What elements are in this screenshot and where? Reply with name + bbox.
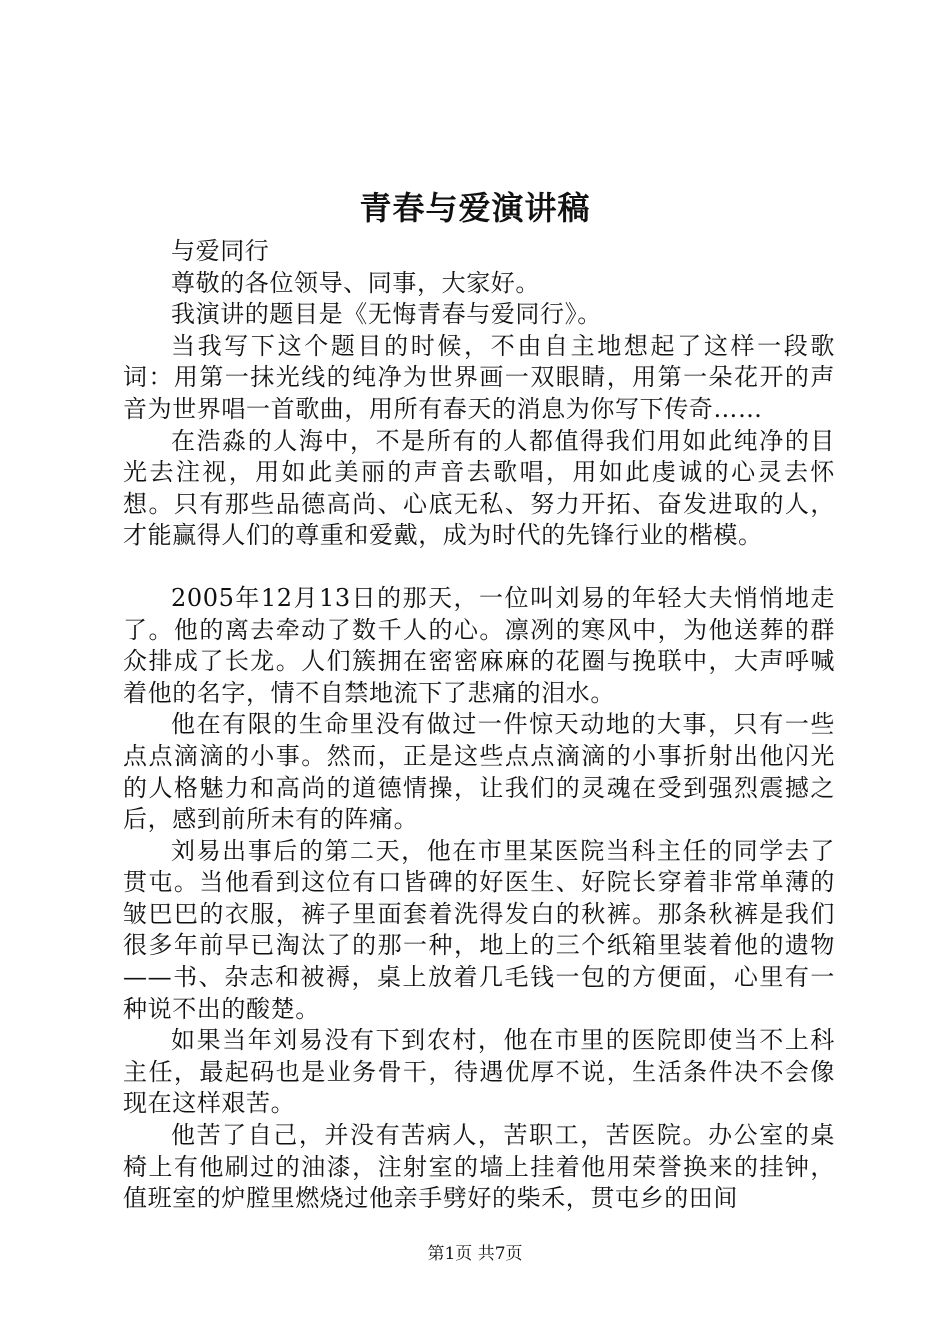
paragraph-5: 在浩淼的人海中，不是所有的人都值得我们用如此纯净的目光去注视，用如此美丽的声音去歌唱，用如此虔诚的心灵去怀想。只有那些品德高尚、心底无私、努力开拓、奋发进取的人，才能赢得人们的尊重和爱戴，成为时代的先锋行业的楷模。 <box>123 426 835 550</box>
paragraph-3: 我演讲的题目是《无悔青春与爱同行》。 <box>171 300 602 329</box>
paragraph-4: 当我写下这个题目的时候，不由自主地想起了这样一段歌词：用第一抹光线的纯净为世界画一双眼睛，用第一朵花开的声音为世界唱一首歌曲，用所有春天的消息为你写下传奇…… <box>123 331 835 423</box>
page-number-footer: 第1页 共7页 <box>427 1244 523 1264</box>
paragraph-6: 2005年12月13日的那天，一位叫刘易的年轻大夫悄悄地走了。他的离去牵动了数千人的心。凛冽的寒风中，为他送葬的群众排成了长龙。人们簇拥在密密麻麻的花圈与挽联中，大声呼喊着他的名字，情不自禁地流下了悲痛的泪水。 <box>123 583 835 707</box>
paragraph-7: 他在有限的生命里没有做过一件惊天动地的大事，只有一些点点滴滴的小事。然而，正是这些点点滴滴的小事折射出他闪光的人格魅力和高尚的道德情操，让我们的灵魂在受到强烈震撼之后，感到前所未有的阵痛。 <box>123 710 835 834</box>
paragraph-10: 他苦了自己，并没有苦病人，苦职工，苦医院。办公室的桌椅上有他刷过的油漆，注射室的墙上挂着他用荣誉换来的挂钟，值班室的炉膛里燃烧过他亲手劈好的柴禾，贯屯乡的田间 <box>123 1121 835 1213</box>
document-body <box>123 236 835 1215</box>
paragraph-9: 如果当年刘易没有下到农村，他在市里的医院即使当不上科主任，最起码也是业务骨干，待遇优厚不说，生活条件决不会像现在这样艰苦。 <box>123 1026 835 1118</box>
paragraph-1: 与爱同行 <box>171 237 270 265</box>
paragraph-2: 尊敬的各位领导、同事，大家好。 <box>171 268 540 297</box>
paragraph-8: 刘易出事后的第二天，他在市里某医院当科主任的同学去了贯屯。当他看到这位有口皆碑的好医生、好院长穿着非常单薄的皱巴巴的衣服，裤子里面套着洗得发白的秋裤。那条秋裤是我们很多年前早已淘汰了的那一种，地上的三个纸箱里装着他的遗物——书、杂志和被褥，桌上放着几毛钱一包的方便面，心里有一种说不出的酸楚。 <box>123 836 835 1023</box>
document-title: 青春与爱演讲稿 <box>359 189 591 227</box>
